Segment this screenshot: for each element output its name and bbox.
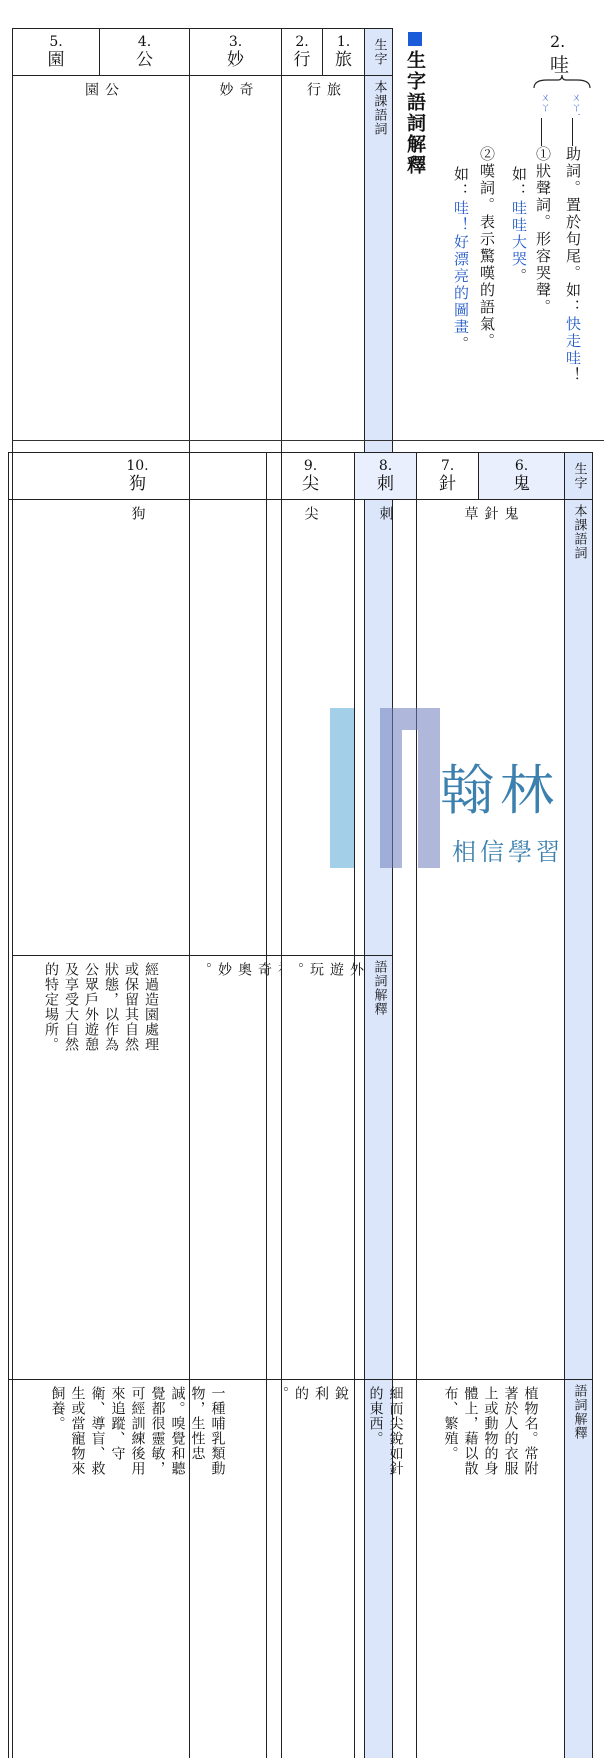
connector-line <box>541 118 542 146</box>
row-label-meaning <box>565 1380 593 1758</box>
header-char-10: 10. 狗 <box>9 453 267 500</box>
wa-number: 2. <box>550 32 565 51</box>
word-cell: 旅 行 <box>282 76 365 956</box>
meaning-cell <box>267 1380 355 1758</box>
watermark-bar-icon <box>330 708 354 868</box>
word-cell: 鬼 針 草 <box>417 500 565 1380</box>
meaning-cell <box>417 1380 565 1758</box>
row-label-char: 生字 <box>365 29 393 76</box>
header-char-8: 8. 刺 <box>355 453 417 500</box>
header-char-2: 2. 行 <box>282 29 323 76</box>
word-cell: 刺 <box>355 500 417 1380</box>
header-char-6: 6. 鬼 <box>479 453 565 500</box>
meaning-cell <box>9 1380 267 1758</box>
bottom-vocab-table <box>8 452 593 1758</box>
header-char-4: 4. 公 <box>100 29 190 76</box>
row-label-word: 本課語詞 <box>365 76 393 956</box>
row-label-char: 生字 <box>565 453 593 500</box>
connector-line <box>572 118 573 146</box>
header-char-3: 3. 妙 <box>190 29 282 76</box>
header-char-5: 5. 園 <box>13 29 100 76</box>
header-char-7: 7. 針 <box>417 453 479 500</box>
section-title: 生字語詞解釋 <box>402 32 429 176</box>
watermark-brand: 翰林 <box>440 748 560 825</box>
watermark-slogan: 相信學習 <box>452 832 564 867</box>
word-cell: 公 園 <box>13 76 190 956</box>
watermark-arch-icon <box>380 708 440 868</box>
wa-def-2a-example: 如：哇哇大哭。 <box>508 166 530 285</box>
word-cell: 尖 <box>267 500 355 1380</box>
reading-2: ㄨㄚ <box>536 92 551 112</box>
header-char-9: 9. 尖 <box>267 453 355 500</box>
meaning-cell <box>355 1380 417 1758</box>
blue-square-icon <box>408 32 422 46</box>
reading-1: ㄨㄚ˙ <box>567 92 582 117</box>
wa-def-2a: ①狀聲詞。形容哭聲。 <box>532 146 554 316</box>
wa-def-2b: ②嘆詞。表示驚嘆的語氣。 <box>476 146 498 350</box>
row-label-word: 本課語詞 <box>565 500 593 1380</box>
wa-def-1: 助詞。置於句尾。如：快走哇！ <box>562 146 584 384</box>
section-divider <box>12 440 604 441</box>
wa-def-2b-example: 如：哇！好漂亮的圖畫。 <box>450 166 472 353</box>
header-char-1: 1. 旅 <box>323 29 365 76</box>
word-cell: 奇 妙 <box>190 76 282 956</box>
wa-char: 哇 <box>550 50 569 77</box>
reading-brace-icon <box>532 74 592 90</box>
word-cell: 狗 <box>9 500 267 1380</box>
